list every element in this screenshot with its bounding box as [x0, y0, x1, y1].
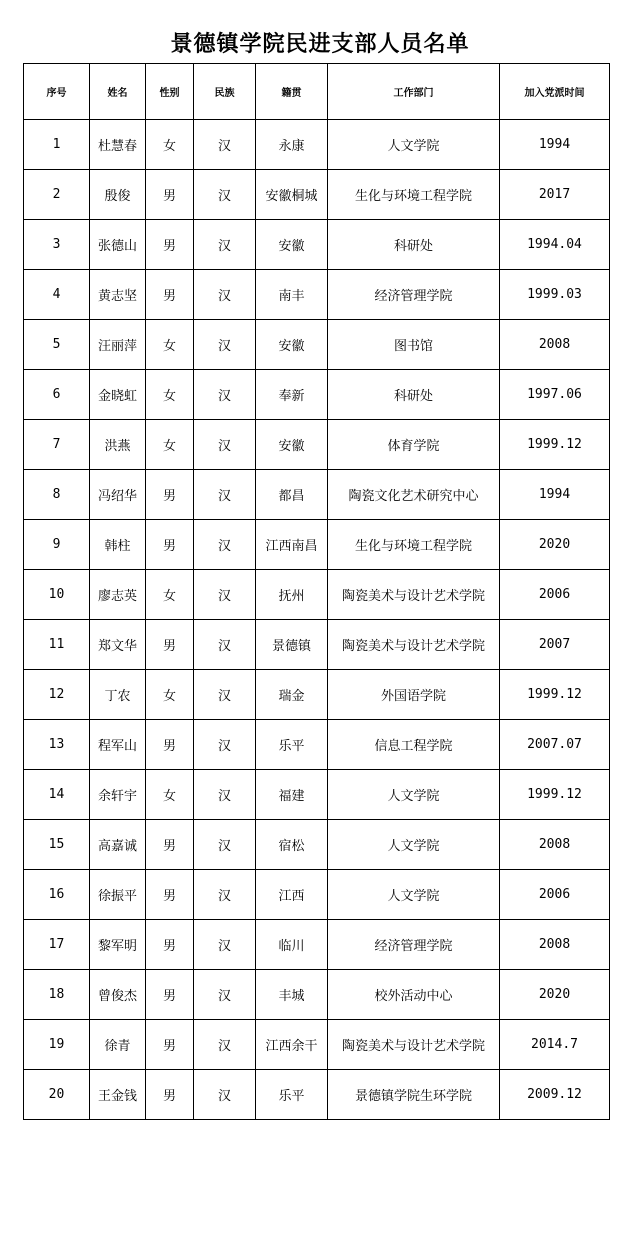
cell-ethnicity: 汉	[194, 670, 256, 720]
cell-name: 张德山	[90, 220, 146, 270]
cell-department: 外国语学院	[328, 670, 500, 720]
cell-name: 徐青	[90, 1020, 146, 1070]
cell-ethnicity: 汉	[194, 870, 256, 920]
cell-gender: 男	[146, 1020, 194, 1070]
cell-ethnicity: 汉	[194, 820, 256, 870]
table-row	[24, 970, 610, 1020]
cell-gender: 女	[146, 420, 194, 470]
cell-index: 6	[24, 370, 90, 420]
table-row	[24, 470, 610, 520]
cell-ethnicity: 汉	[194, 770, 256, 820]
cell-ethnicity: 汉	[194, 320, 256, 370]
cell-department: 校外活动中心	[328, 970, 500, 1020]
cell-name: 冯绍华	[90, 470, 146, 520]
cell-name: 洪燕	[90, 420, 146, 470]
cell-native-place: 抚州	[256, 570, 328, 620]
cell-join-date: 1994	[500, 120, 610, 170]
cell-index: 5	[24, 320, 90, 370]
cell-name: 徐振平	[90, 870, 146, 920]
cell-gender: 男	[146, 1070, 194, 1120]
table-row	[24, 120, 610, 170]
cell-ethnicity: 汉	[194, 270, 256, 320]
cell-gender: 女	[146, 120, 194, 170]
cell-gender: 男	[146, 870, 194, 920]
cell-name: 黄志坚	[90, 270, 146, 320]
cell-department: 陶瓷美术与设计艺术学院	[328, 570, 500, 620]
table-row	[24, 670, 610, 720]
cell-gender: 男	[146, 170, 194, 220]
cell-name: 程军山	[90, 720, 146, 770]
cell-native-place: 永康	[256, 120, 328, 170]
column-header-department: 工作部门	[328, 64, 500, 120]
member-roster-table	[23, 63, 610, 1120]
cell-native-place: 江西南昌	[256, 520, 328, 570]
cell-join-date: 2020	[500, 520, 610, 570]
cell-department: 经济管理学院	[328, 270, 500, 320]
cell-gender: 男	[146, 620, 194, 670]
cell-join-date: 2020	[500, 970, 610, 1020]
cell-department: 景德镇学院生环学院	[328, 1070, 500, 1120]
cell-gender: 女	[146, 770, 194, 820]
cell-index: 14	[24, 770, 90, 820]
cell-index: 11	[24, 620, 90, 670]
cell-join-date: 2014.7	[500, 1020, 610, 1070]
cell-index: 4	[24, 270, 90, 320]
cell-ethnicity: 汉	[194, 220, 256, 270]
cell-index: 7	[24, 420, 90, 470]
cell-department: 陶瓷文化艺术研究中心	[328, 470, 500, 520]
table-row	[24, 720, 610, 770]
cell-department: 人文学院	[328, 820, 500, 870]
cell-name: 黎军明	[90, 920, 146, 970]
cell-name: 殷俊	[90, 170, 146, 220]
cell-gender: 男	[146, 720, 194, 770]
cell-gender: 女	[146, 670, 194, 720]
table-row	[24, 270, 610, 320]
column-header-join-date: 加入党派时间	[500, 64, 610, 120]
cell-name: 王金钱	[90, 1070, 146, 1120]
cell-join-date: 1999.12	[500, 670, 610, 720]
table-row	[24, 1020, 610, 1070]
cell-index: 13	[24, 720, 90, 770]
cell-join-date: 1994.04	[500, 220, 610, 270]
cell-gender: 女	[146, 320, 194, 370]
cell-gender: 男	[146, 820, 194, 870]
cell-department: 体育学院	[328, 420, 500, 470]
cell-department: 信息工程学院	[328, 720, 500, 770]
cell-index: 16	[24, 870, 90, 920]
table-row	[24, 170, 610, 220]
cell-join-date: 2007.07	[500, 720, 610, 770]
cell-department: 图书馆	[328, 320, 500, 370]
page-title: 景德镇学院民进支部人员名单	[170, 31, 470, 57]
table-row	[24, 770, 610, 820]
cell-name: 杜慧春	[90, 120, 146, 170]
cell-join-date: 2006	[500, 870, 610, 920]
column-header-gender: 性别	[146, 64, 194, 120]
cell-index: 1	[24, 120, 90, 170]
cell-department: 科研处	[328, 220, 500, 270]
cell-department: 陶瓷美术与设计艺术学院	[328, 620, 500, 670]
cell-gender: 男	[146, 220, 194, 270]
cell-name: 曾俊杰	[90, 970, 146, 1020]
cell-department: 人文学院	[328, 120, 500, 170]
cell-ethnicity: 汉	[194, 120, 256, 170]
cell-native-place: 江西	[256, 870, 328, 920]
cell-ethnicity: 汉	[194, 470, 256, 520]
column-header-ethnicity: 民族	[194, 64, 256, 120]
cell-native-place: 江西余干	[256, 1020, 328, 1070]
table-header	[24, 64, 610, 120]
cell-index: 18	[24, 970, 90, 1020]
column-header-index: 序号	[24, 64, 90, 120]
cell-gender: 男	[146, 920, 194, 970]
cell-join-date: 2008	[500, 320, 610, 370]
table-row	[24, 320, 610, 370]
cell-name: 高嘉诚	[90, 820, 146, 870]
table-row	[24, 620, 610, 670]
column-header-native-place: 籍贯	[256, 64, 328, 120]
header-row	[24, 64, 610, 120]
cell-join-date: 2008	[500, 920, 610, 970]
cell-native-place: 南丰	[256, 270, 328, 320]
cell-native-place: 安徽	[256, 320, 328, 370]
cell-join-date: 2007	[500, 620, 610, 670]
cell-ethnicity: 汉	[194, 720, 256, 770]
cell-join-date: 1997.06	[500, 370, 610, 420]
cell-department: 人文学院	[328, 870, 500, 920]
cell-name: 韩柱	[90, 520, 146, 570]
cell-gender: 女	[146, 370, 194, 420]
table-row	[24, 420, 610, 470]
cell-gender: 女	[146, 570, 194, 620]
cell-gender: 男	[146, 270, 194, 320]
cell-index: 8	[24, 470, 90, 520]
cell-department: 经济管理学院	[328, 920, 500, 970]
cell-ethnicity: 汉	[194, 1070, 256, 1120]
cell-name: 郑文华	[90, 620, 146, 670]
cell-native-place: 瑞金	[256, 670, 328, 720]
table-row	[24, 370, 610, 420]
cell-native-place: 宿松	[256, 820, 328, 870]
table-row	[24, 220, 610, 270]
cell-native-place: 临川	[256, 920, 328, 970]
cell-join-date: 1994	[500, 470, 610, 520]
cell-join-date: 2017	[500, 170, 610, 220]
cell-ethnicity: 汉	[194, 620, 256, 670]
cell-department: 人文学院	[328, 770, 500, 820]
cell-join-date: 1999.12	[500, 420, 610, 470]
cell-index: 15	[24, 820, 90, 870]
cell-gender: 男	[146, 520, 194, 570]
cell-native-place: 福建	[256, 770, 328, 820]
cell-ethnicity: 汉	[194, 570, 256, 620]
cell-name: 丁农	[90, 670, 146, 720]
cell-native-place: 安徽	[256, 420, 328, 470]
table-row	[24, 1070, 610, 1120]
cell-index: 19	[24, 1020, 90, 1070]
column-header-name: 姓名	[90, 64, 146, 120]
cell-ethnicity: 汉	[194, 1020, 256, 1070]
cell-native-place: 都昌	[256, 470, 328, 520]
cell-name: 余轩宇	[90, 770, 146, 820]
cell-ethnicity: 汉	[194, 170, 256, 220]
cell-ethnicity: 汉	[194, 970, 256, 1020]
table-row	[24, 520, 610, 570]
cell-native-place: 景德镇	[256, 620, 328, 670]
cell-native-place: 丰城	[256, 970, 328, 1020]
cell-department: 生化与环境工程学院	[328, 520, 500, 570]
table-row	[24, 820, 610, 870]
cell-join-date: 1999.12	[500, 770, 610, 820]
cell-native-place: 乐平	[256, 1070, 328, 1120]
cell-index: 3	[24, 220, 90, 270]
cell-ethnicity: 汉	[194, 520, 256, 570]
cell-department: 生化与环境工程学院	[328, 170, 500, 220]
table-row	[24, 920, 610, 970]
cell-join-date: 2008	[500, 820, 610, 870]
cell-ethnicity: 汉	[194, 920, 256, 970]
cell-department: 科研处	[328, 370, 500, 420]
cell-native-place: 奉新	[256, 370, 328, 420]
cell-index: 20	[24, 1070, 90, 1120]
cell-gender: 男	[146, 470, 194, 520]
cell-name: 金晓虹	[90, 370, 146, 420]
cell-native-place: 安徽桐城	[256, 170, 328, 220]
cell-native-place: 乐平	[256, 720, 328, 770]
cell-index: 10	[24, 570, 90, 620]
cell-name: 廖志英	[90, 570, 146, 620]
cell-native-place: 安徽	[256, 220, 328, 270]
cell-index: 9	[24, 520, 90, 570]
cell-join-date: 2009.12	[500, 1070, 610, 1120]
table-row	[24, 870, 610, 920]
table-row	[24, 570, 610, 620]
cell-ethnicity: 汉	[194, 420, 256, 470]
cell-index: 12	[24, 670, 90, 720]
cell-name: 汪丽萍	[90, 320, 146, 370]
cell-index: 2	[24, 170, 90, 220]
cell-join-date: 2006	[500, 570, 610, 620]
cell-index: 17	[24, 920, 90, 970]
cell-gender: 男	[146, 970, 194, 1020]
table-body	[24, 120, 610, 1120]
cell-ethnicity: 汉	[194, 370, 256, 420]
cell-department: 陶瓷美术与设计艺术学院	[328, 1020, 500, 1070]
cell-join-date: 1999.03	[500, 270, 610, 320]
